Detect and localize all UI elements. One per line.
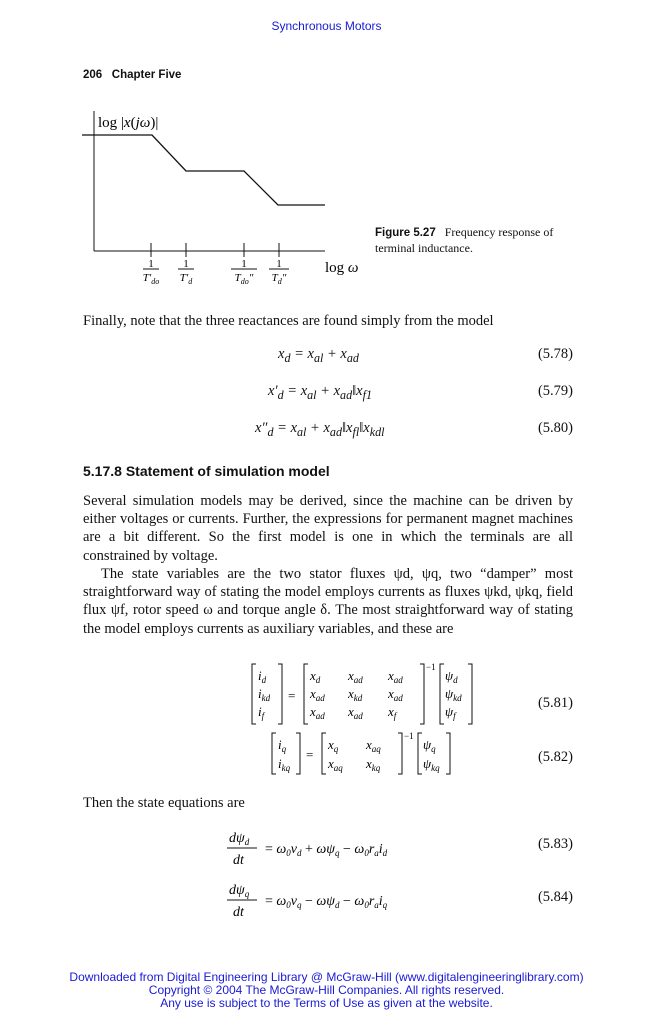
svg-text:= ω0vd + ωψq − ω0raid: = $\omega_0v_d + \omega\psi_q - \omega_0r_ai_d$ [265, 842, 388, 858]
equation-number: (5.82) [537, 749, 573, 765]
equation-5-84-number-row [83, 889, 573, 911]
svg-text:=: = [288, 688, 296, 703]
svg-text:xf: $x_f$ [388, 704, 397, 721]
page-chapter-heading [83, 69, 181, 81]
equation-number: (5.83) [537, 836, 573, 852]
equation-number: (5.81) [537, 695, 573, 711]
svg-text:xaq: $x_{aq}$ [366, 737, 381, 754]
equation-5-79 [83, 383, 573, 405]
svg-text:dt: dt [233, 853, 244, 868]
paragraph-2: The state variables are the two stator fluxes ψd, ψq, two “damper” most straightforward way of stating the model employs currents as fluxes ψkd, ψkq, field flux ψf, rotor speed ω and torque angle δ. The most straightforward way of stating the model employs currents as auxiliary variables, and these are [83, 566, 573, 637]
intro-paragraph: Finally, note that the three reactances are found simply from the model [83, 313, 494, 329]
svg-text:= ω0vq − ωψd − ω0raiq: = $\omega_0v_q - \omega\psi_d - \omega_0r_ai_q$ [265, 894, 388, 910]
svg-text:xad: $x_{ad}$ [388, 668, 403, 685]
page-number: 206 [83, 69, 103, 81]
svg-text:xkd: $x_{kd}$ [348, 686, 363, 703]
y-axis-label: log |x(jω)| [98, 115, 159, 131]
svg-text:iq: $i_q$ [278, 737, 287, 754]
svg-text:=: = [306, 747, 314, 762]
svg-text:ψkd: $\psi_{kd}$ [445, 686, 462, 703]
paragraph-1: Several simulation models may be derived, since the machine can be driven by either voltages or currents. Further, the expressions for permanent magnet machines are a bit different. So the first model is one in which the terminals are all constrained by voltage. [83, 493, 573, 564]
svg-text:1: 1 [148, 258, 154, 270]
svg-text:xaq: $x_{aq}$ [328, 756, 343, 773]
equation-number: (5.79) [537, 383, 573, 399]
equation-5-78 [83, 346, 573, 368]
equation-number: (5.78) [537, 346, 573, 362]
running-header-link[interactable]: Synchronous Motors [271, 19, 382, 33]
svg-text:ψkq: $\psi_{kq}$ [423, 756, 440, 773]
svg-text:xad: $x_{ad}$ [388, 686, 403, 703]
svg-text:−1: −1 [404, 731, 414, 741]
svg-text:xad: $x_{ad}$ [310, 704, 325, 721]
figure-caption [375, 225, 575, 256]
svg-text:xad: $x_{ad}$ [310, 686, 325, 703]
svg-text:ψf: $\psi_f$ [445, 704, 456, 721]
svg-text:dt: dt [233, 905, 244, 920]
frequency-response-figure [80, 105, 380, 290]
svg-text:xad: $x_{ad}$ [348, 668, 363, 685]
section-heading: 5.17.8 Statement of simulation model [83, 463, 330, 479]
svg-text:−1: −1 [426, 662, 436, 672]
svg-text:dψq: $d\psi_q$ [229, 883, 250, 899]
svg-text:ikd: $i_{kd}$ [258, 686, 271, 703]
svg-text:1: 1 [183, 258, 189, 270]
equation-number: (5.80) [537, 420, 573, 436]
equation-5-81-number-row [83, 695, 573, 717]
tick-labels [143, 258, 289, 286]
equation-number: (5.84) [537, 889, 573, 905]
equation-body: $x'_d = x_{al}$ + $x_{ad}‖x_{f1}$ [268, 383, 373, 402]
svg-text:Tdo″: $T_{do}''$ [234, 272, 254, 286]
svg-text:xad: $x_{ad}$ [348, 704, 363, 721]
footer-terms-link[interactable]: Any use is subject to the Terms of Use as given at the website. [160, 996, 493, 1010]
svg-text:T′d: $T'_d$ [179, 272, 193, 286]
svg-text:if: $i_f$ [258, 704, 265, 721]
svg-text:T′do: $T'_{do}$ [142, 272, 160, 286]
equation-5-82-number-row [83, 749, 573, 771]
equation-body: $x_d = x_{al} + x_{ad}$ [278, 346, 359, 365]
equation-5-83-number-row [83, 836, 573, 858]
equation-body: $x''_d = x_{al}$ + $x_{ad}‖x_{fl}‖x_{kdl}$ [255, 420, 385, 439]
figure-label: Figure 5.27 [375, 227, 436, 239]
state-equations-intro: Then the state equations are [83, 795, 245, 811]
svg-text:Td″: $T_d''$ [271, 272, 287, 286]
footer-download-link[interactable]: Downloaded from Digital Engineering Library @ McGraw-Hill (www.digitalengineeringlibrary.com) [69, 970, 584, 984]
figure-caption-text: Frequency response of terminal inductance. [375, 225, 554, 255]
footer-copyright[interactable]: Copyright © 2004 The McGraw-Hill Companies. All rights reserved. [148, 983, 505, 997]
x-axis-label: log ω [325, 260, 359, 276]
response-curve [82, 135, 325, 205]
svg-text:xkq: $x_{kq}$ [366, 756, 381, 773]
chapter-title: Chapter Five [111, 69, 182, 81]
svg-text:id: $i_d$ [258, 668, 267, 685]
svg-text:ikq: $i_{kq}$ [278, 756, 291, 773]
svg-text:ψq: $\psi_q$ [423, 737, 436, 754]
svg-text:xq: $x_q$ [328, 737, 339, 754]
svg-text:dψd: $d\psi_d$ [229, 831, 250, 847]
footer [0, 971, 653, 1010]
svg-text:1: 1 [276, 258, 282, 270]
svg-text:1: 1 [241, 258, 247, 270]
equation-5-80 [83, 420, 573, 442]
svg-text:ψd: $\psi_d$ [445, 668, 458, 685]
svg-text:xd: $x_d$ [310, 668, 321, 685]
